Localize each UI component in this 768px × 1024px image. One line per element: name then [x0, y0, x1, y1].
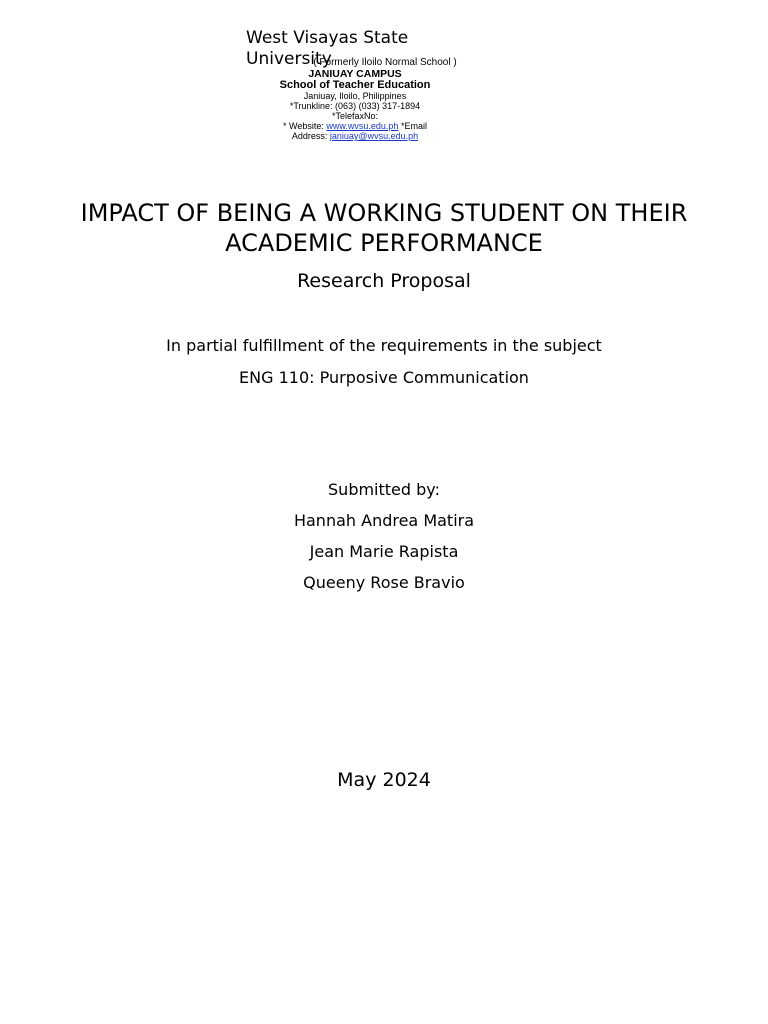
submitted-by-label: Submitted by:: [328, 480, 440, 499]
submission-date: May 2024: [337, 769, 431, 791]
email-link[interactable]: janiuay@wvsu.edu.ph: [329, 131, 419, 141]
author-name: Jean Marie Rapista: [309, 542, 459, 561]
email-address-label: Address:: [291, 131, 330, 141]
campus-address: Janiuay, Iloilo, Philippines: [303, 91, 407, 101]
email-label: *Email: [398, 121, 427, 131]
trunkline: *Trunkline: (063) (033) 317-1894: [289, 101, 421, 111]
course-name: ENG 110: Purposive Communication: [239, 368, 529, 387]
document-title: IMPACT OF BEING A WORKING STUDENT ON THEIR ACADEMIC PERFORMANCE: [80, 199, 688, 257]
email-line: [255, 131, 455, 141]
author-name: Hannah Andrea Matira: [293, 511, 475, 530]
fulfillment-statement: In partial fulfillment of the requirements in the subject: [166, 336, 602, 355]
university-name: West Visayas State University: [246, 28, 409, 69]
website-label: * Website:: [283, 121, 327, 131]
telefax: *TelefaxNo:: [331, 111, 379, 121]
school-name: School of Teacher Education: [279, 79, 431, 91]
website-link[interactable]: www.wvsu.edu.ph: [326, 121, 399, 131]
document-subtitle: Research Proposal: [297, 270, 471, 292]
website-line: [255, 121, 455, 131]
campus-name: JANIUAY CAMPUS: [308, 68, 402, 80]
author-name: Queeny Rose Bravio: [303, 573, 465, 592]
formerly-name: ( Formerly Iloilo Normal School ): [313, 57, 457, 68]
